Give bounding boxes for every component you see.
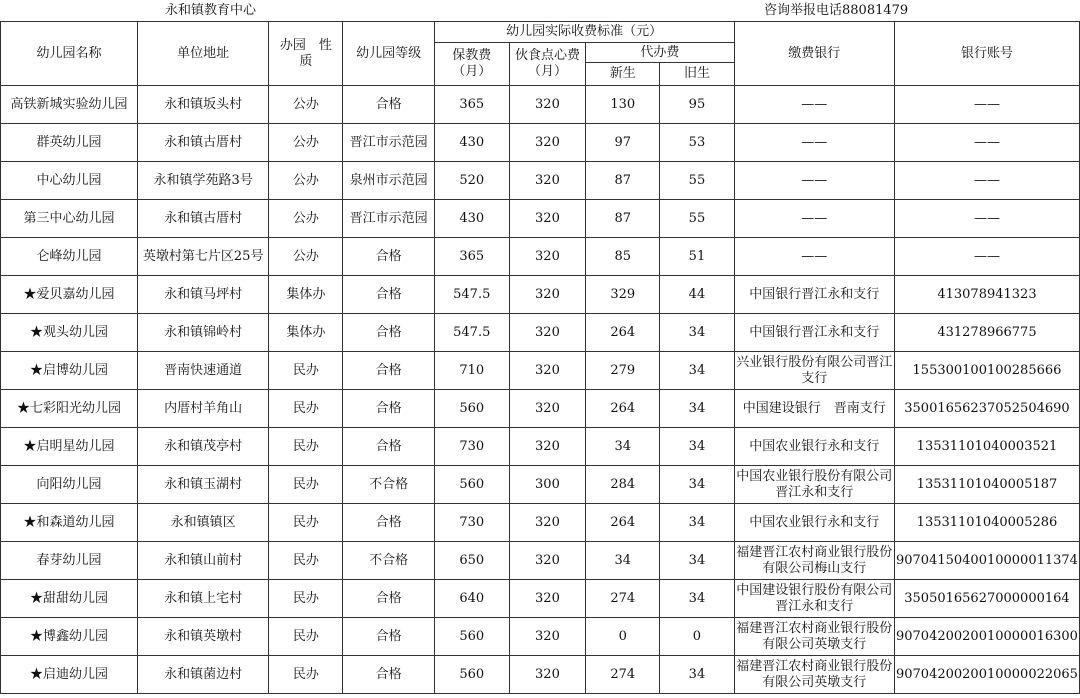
cell-account: 9070420020010000016300 xyxy=(894,618,1079,656)
cell-nature: 公办 xyxy=(269,162,343,200)
cell-new: 87 xyxy=(586,200,660,238)
cell-account: —— xyxy=(894,238,1079,276)
cell-meal: 320 xyxy=(509,314,585,352)
cell-nature: 公办 xyxy=(269,86,343,124)
col-meal-line2: （月） xyxy=(527,64,567,79)
cell-name: ★启迪幼儿园 xyxy=(1,656,138,694)
table-row xyxy=(1,238,1080,276)
cell-name: ★启博幼儿园 xyxy=(1,352,138,390)
cell-address: 永和镇古厝村 xyxy=(137,124,269,162)
cell-level: 合格 xyxy=(343,276,434,314)
cell-name: ★爱贝嘉幼儿园 xyxy=(1,276,138,314)
cell-meal: 320 xyxy=(509,542,585,580)
cell-bank: 中国农业银行股份有限公司晋江永和支行 xyxy=(734,466,894,504)
cell-level: 合格 xyxy=(343,86,434,124)
cell-meal: 320 xyxy=(509,276,585,314)
cell-bank: 中国银行晋江永和支行 xyxy=(734,276,894,314)
cell-care: 650 xyxy=(434,542,509,580)
cell-care: 365 xyxy=(434,238,509,276)
cell-new: 34 xyxy=(586,542,660,580)
table-row xyxy=(1,390,1080,428)
cell-meal: 300 xyxy=(509,466,585,504)
cell-account: 907041504001000001137​4 xyxy=(894,542,1079,580)
cell-address: 英墩村第七片区25号 xyxy=(137,238,269,276)
agency-group-header: 代办费 xyxy=(586,43,734,63)
fee-group-header: 幼儿园实际收费标准（元） xyxy=(434,22,734,43)
cell-account: 13531101040005187 xyxy=(894,466,1079,504)
cell-level: 合格 xyxy=(343,314,434,352)
cell-level: 泉州市示范园 xyxy=(343,162,434,200)
cell-new: 0 xyxy=(586,618,660,656)
cell-address: 永和镇茂亭村 xyxy=(137,428,269,466)
cell-care: 560 xyxy=(434,656,509,694)
cell-name: 群英幼儿园 xyxy=(1,124,138,162)
report-phone: 咨询举报电话88081479 xyxy=(764,3,909,18)
cell-level: 晋江市示范园 xyxy=(343,124,434,162)
cell-bank: —— xyxy=(734,238,894,276)
cell-bank: 中国农业银行永和支行 xyxy=(734,504,894,542)
cell-meal: 320 xyxy=(509,238,585,276)
cell-name: 中心幼儿园 xyxy=(1,162,138,200)
cell-new: 274 xyxy=(586,656,660,694)
cell-nature: 民办 xyxy=(269,618,343,656)
table-row xyxy=(1,504,1080,542)
cell-bank: 兴业银行股份有限公司晋江支行 xyxy=(734,352,894,390)
cell-care: 560 xyxy=(434,466,509,504)
cell-nature: 集体办 xyxy=(269,314,343,352)
table-row xyxy=(1,466,1080,504)
cell-bank: —— xyxy=(734,162,894,200)
cell-care: 365 xyxy=(434,86,509,124)
cell-old: 34 xyxy=(660,656,734,694)
cell-old: 95 xyxy=(660,86,734,124)
cell-nature: 民办 xyxy=(269,542,343,580)
cell-level: 合格 xyxy=(343,504,434,542)
cell-bank: 中国农业银行永和支行 xyxy=(734,428,894,466)
cell-account: —— xyxy=(894,86,1079,124)
cell-nature: 民办 xyxy=(269,466,343,504)
cell-new: 264 xyxy=(586,314,660,352)
cell-meal: 320 xyxy=(509,390,585,428)
col-nature-line1: 办园 性 xyxy=(279,37,332,53)
cell-address: 永和镇镇区 xyxy=(137,504,269,542)
cell-address: 永和镇马坪村 xyxy=(137,276,269,314)
cell-old: 34 xyxy=(660,390,734,428)
cell-care: 560 xyxy=(434,618,509,656)
cell-care: 430 xyxy=(434,200,509,238)
cell-bank: 福建晋江农村商业银行股份有限公司英墩支行 xyxy=(734,656,894,694)
cell-level: 合格 xyxy=(343,618,434,656)
cell-old: 55 xyxy=(660,162,734,200)
cell-meal: 320 xyxy=(509,86,585,124)
cell-level: 合格 xyxy=(343,580,434,618)
cell-address: 永和镇英墩村 xyxy=(137,618,269,656)
col-care-header xyxy=(434,43,509,86)
cell-address: 永和镇玉湖村 xyxy=(137,466,269,504)
table-row xyxy=(1,162,1080,200)
cell-name: 高铁新城实验幼儿园 xyxy=(1,86,138,124)
cell-level: 合格 xyxy=(343,390,434,428)
cell-bank: 福建晋江农村商业银行股份有限公司英墩支行 xyxy=(734,618,894,656)
cell-account: 155300100100285666 xyxy=(894,352,1079,390)
cell-level: 合格 xyxy=(343,656,434,694)
cell-care: 560 xyxy=(434,390,509,428)
col-old-header: 旧生 xyxy=(660,63,734,86)
cell-address: 永和镇山前村 xyxy=(137,542,269,580)
cell-meal: 320 xyxy=(509,200,585,238)
cell-address: 晋南快速通道 xyxy=(137,352,269,390)
cell-new: 87 xyxy=(586,162,660,200)
cell-address: 永和镇锦岭村 xyxy=(137,314,269,352)
cell-care: 547.5 xyxy=(434,314,509,352)
cell-bank: —— xyxy=(734,124,894,162)
cell-nature: 公办 xyxy=(269,124,343,162)
table-row xyxy=(1,618,1080,656)
cell-name: ★启明星幼儿园 xyxy=(1,428,138,466)
cell-old: 51 xyxy=(660,238,734,276)
table-row xyxy=(1,200,1080,238)
col-meal-header xyxy=(509,43,585,86)
cell-name: ★甜甜幼儿园 xyxy=(1,580,138,618)
cell-nature: 民办 xyxy=(269,504,343,542)
cell-level: 不合格 xyxy=(343,466,434,504)
cell-account: 35050165627000000164 xyxy=(894,580,1079,618)
cell-bank: 中国建设银行 晋南支行 xyxy=(734,390,894,428)
cell-name: ★观头幼儿园 xyxy=(1,314,138,352)
cell-account: —— xyxy=(894,124,1079,162)
cell-level: 晋江市示范园 xyxy=(343,200,434,238)
table-row xyxy=(1,314,1080,352)
cell-name: ★和森道幼儿园 xyxy=(1,504,138,542)
cell-meal: 320 xyxy=(509,352,585,390)
cell-level: 合格 xyxy=(343,352,434,390)
cell-care: 730 xyxy=(434,428,509,466)
table-row xyxy=(1,352,1080,390)
cell-new: 85 xyxy=(586,238,660,276)
table-body xyxy=(1,86,1080,694)
cell-level: 不合格 xyxy=(343,542,434,580)
cell-account: 13531101040005286 xyxy=(894,504,1079,542)
cell-old: 34 xyxy=(660,352,734,390)
fee-table xyxy=(0,21,1080,694)
cell-bank: 中国建设银行股份有限公司晋江永和支行 xyxy=(734,580,894,618)
cell-name: 第三中心幼儿园 xyxy=(1,200,138,238)
cell-level: 合格 xyxy=(343,428,434,466)
col-nature-header xyxy=(269,22,343,86)
cell-nature: 民办 xyxy=(269,656,343,694)
cell-bank: 中国银行晋江永和支行 xyxy=(734,314,894,352)
table-row xyxy=(1,656,1080,694)
cell-old: 34 xyxy=(660,314,734,352)
col-new-header: 新生 xyxy=(586,63,660,86)
cell-care: 430 xyxy=(434,124,509,162)
cell-address: 永和镇学苑路3号 xyxy=(137,162,269,200)
cell-care: 520 xyxy=(434,162,509,200)
cell-nature: 公办 xyxy=(269,238,343,276)
col-meal-line1: 伙食点心费 xyxy=(514,48,580,63)
cell-old: 34 xyxy=(660,466,734,504)
cell-care: 547.5 xyxy=(434,276,509,314)
table-row xyxy=(1,542,1080,580)
cell-address: 内厝村羊角山 xyxy=(137,390,269,428)
cell-new: 97 xyxy=(586,124,660,162)
col-address-header: 单位地址 xyxy=(137,22,269,86)
cell-old: 55 xyxy=(660,200,734,238)
cell-nature: 民办 xyxy=(269,428,343,466)
cell-address: 永和镇坂头村 xyxy=(137,86,269,124)
cell-account: —— xyxy=(894,162,1079,200)
col-name-header: 幼儿园名称 xyxy=(1,22,138,86)
cell-nature: 民办 xyxy=(269,580,343,618)
cell-new: 130 xyxy=(586,86,660,124)
cell-old: 44 xyxy=(660,276,734,314)
cell-address: 永和镇菌边村 xyxy=(137,656,269,694)
cell-care: 640 xyxy=(434,580,509,618)
cell-new: 264 xyxy=(586,390,660,428)
cell-name: 春芽幼儿园 xyxy=(1,542,138,580)
cell-account: 431278966775 xyxy=(894,314,1079,352)
cell-address: 永和镇古厝村 xyxy=(137,200,269,238)
table-row xyxy=(1,124,1080,162)
cell-account: 13531101040003521 xyxy=(894,428,1079,466)
table-row xyxy=(1,428,1080,466)
cell-nature: 集体办 xyxy=(269,276,343,314)
cell-bank: —— xyxy=(734,200,894,238)
col-account-header: 银行账号 xyxy=(894,22,1079,86)
cell-meal: 320 xyxy=(509,504,585,542)
cell-name: 仑峰幼儿园 xyxy=(1,238,138,276)
cell-new: 264 xyxy=(586,504,660,542)
cell-meal: 320 xyxy=(509,580,585,618)
cell-old: 34 xyxy=(660,428,734,466)
cell-account: —— xyxy=(894,200,1079,238)
cell-nature: 民办 xyxy=(269,390,343,428)
cell-old: 53 xyxy=(660,124,734,162)
cell-meal: 320 xyxy=(509,618,585,656)
table-header xyxy=(1,22,1080,86)
cell-new: 274 xyxy=(586,580,660,618)
cell-meal: 320 xyxy=(509,162,585,200)
cell-bank: —— xyxy=(734,86,894,124)
col-nature-line2: 质 xyxy=(299,53,313,69)
cell-meal: 320 xyxy=(509,124,585,162)
org-title: 永和镇教育中心 xyxy=(165,3,257,18)
cell-old: 0 xyxy=(660,618,734,656)
cell-old: 34 xyxy=(660,542,734,580)
cell-bank: 福建晋江农村商业银行股份有限公司梅山支行 xyxy=(734,542,894,580)
cell-old: 34 xyxy=(660,504,734,542)
cell-name: ★七彩阳光幼儿园 xyxy=(1,390,138,428)
cell-old: 34 xyxy=(660,580,734,618)
table-row xyxy=(1,580,1080,618)
cell-care: 710 xyxy=(434,352,509,390)
cell-account: 9070420020010000022065 xyxy=(894,656,1079,694)
cell-new: 279 xyxy=(586,352,660,390)
col-care-line2: （月） xyxy=(452,64,492,79)
cell-nature: 民办 xyxy=(269,352,343,390)
cell-nature: 公办 xyxy=(269,200,343,238)
cell-name: ★博鑫幼儿园 xyxy=(1,618,138,656)
cell-meal: 320 xyxy=(509,428,585,466)
cell-meal: 320 xyxy=(509,656,585,694)
cell-name: 向阳幼儿园 xyxy=(1,466,138,504)
cell-address: 永和镇上宅村 xyxy=(137,580,269,618)
cell-level: 合格 xyxy=(343,238,434,276)
col-level-header: 幼儿园等级 xyxy=(343,22,434,86)
cell-new: 34 xyxy=(586,428,660,466)
table-row xyxy=(1,86,1080,124)
cell-account: 413078941323 xyxy=(894,276,1079,314)
col-care-line1: 保教费 xyxy=(452,48,492,63)
cell-new: 284 xyxy=(586,466,660,504)
cell-account: 35001656237052504690 xyxy=(894,390,1079,428)
table-row xyxy=(1,276,1080,314)
cell-care: 730 xyxy=(434,504,509,542)
col-bank-header: 缴费银行 xyxy=(734,22,894,86)
cell-new: 329 xyxy=(586,276,660,314)
